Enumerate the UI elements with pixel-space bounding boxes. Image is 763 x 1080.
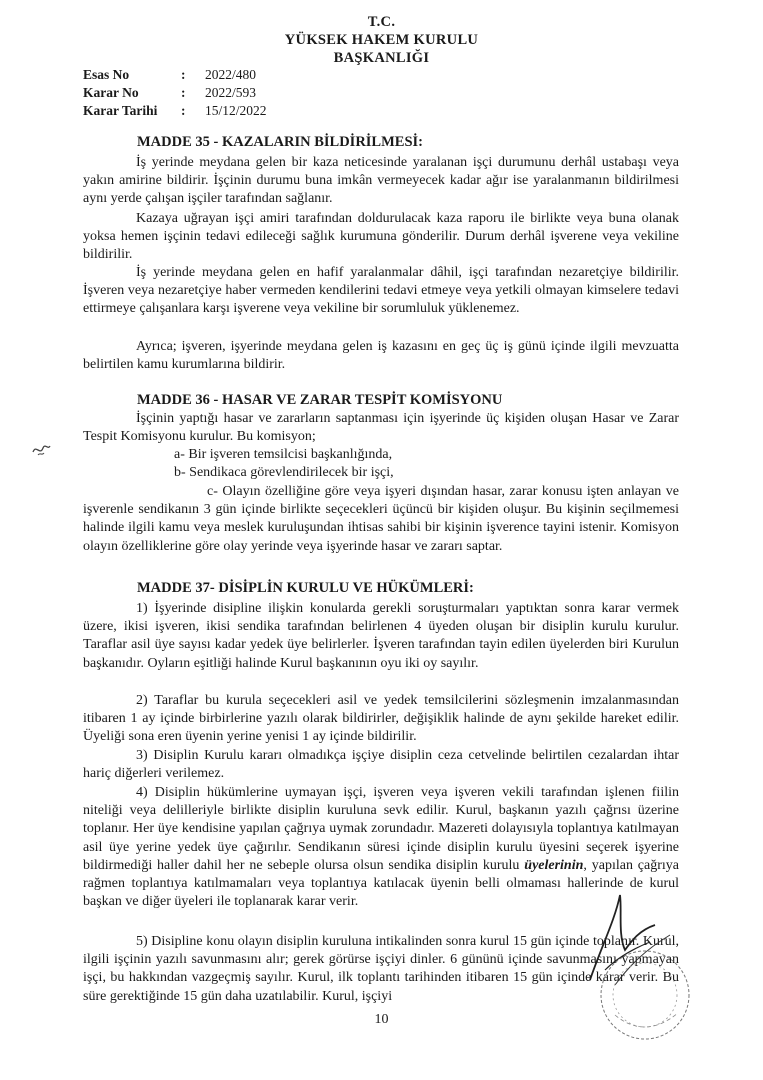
article-35-paragraph-2: Kazaya uğrayan işçi amiri tarafından doldurulacak kaza raporu ile birlikte veya buna olanak yoksa hemen işçinin tedavi edileceği sağlık kurumuna gönderilir. Durum derhâl işverene veya vekiline bildirilir.: [83, 211, 679, 263]
karar-label: Karar No: [83, 85, 139, 100]
header-institution: YÜKSEK HAKEM KURULU: [284, 32, 479, 48]
page-number: 10: [374, 1012, 389, 1027]
article-36-item-c: c- Olayın özelliğine göre veya işyeri dışından hasar, zarar konusu işten anlayan ve işverenle sendikanın 3 gün içinde birlikte seçecekleri üçüncü bir kişiden oluşur. Bu kişinin seçilmemesi halinde ilgili kamu veya meslek kuruluşundan ihtisas sahibi bir kişinin işverence tayini istenir. Komisyon olayın özelliklerine göre olay yerinde veya işyerinde hasar ve zararı saptar.: [83, 484, 679, 554]
case-meta: [83, 66, 267, 120]
article-36-item-b: b- Sendikaca görevlendirilecek bir işçi,: [174, 465, 394, 480]
article-37-paragraph-2: 2) Taraflar bu kurula seçecekleri asil ve yedek temsilcilerini sözleşmenin imzalanmasından itibaren 1 ay içinde birbirlerine yazılı olarak bildirirler, değişiklik halinde de aynı şekilde hareket edilir. Üyeliği sona eren üyenin yerine yenisi 1 ay içinde bildirilir.: [83, 693, 679, 745]
colon: :: [181, 67, 186, 82]
article-37-paragraph-3: 3) Disiplin Kurulu kararı olmadıkça işçiye disiplin ceza cetvelinde belirtilen cezalardan ihtar hariç diğerleri verilemez.: [83, 748, 679, 782]
article-35-paragraph-4: Ayrıca; işveren, işyerinde meydana gelen iş kazasını en geç üç iş günü içinde ilgili mevzuatta belirtilen kamu kurumlarına bildirir.: [83, 339, 679, 373]
karar-row: [83, 84, 267, 102]
karar-value: 2022/593: [205, 85, 257, 100]
esas-row: [83, 66, 267, 84]
article-36-paragraph-1: İşçinin yaptığı hasar ve zararların saptanması için işyerinde üç kişiden oluşan Hasar ve Zarar Tespit Komisyonu kurulur. Bu komisyon;: [83, 411, 679, 445]
header-tc: T.C.: [367, 14, 396, 30]
header-presidency: BAŞKANLIĞI: [333, 50, 430, 66]
article-37-paragraph-1: 1) İşyerinde disipline ilişkin konularda gerekli soruşturmaları yaptıktan sonra karar vermek üzere, ikisi işveren, ikisi sendika tarafından belirlenen 4 üyeden oluşan bir disiplin kurulu kurulur. Taraflar asil üye sayısı kadar yedek üye belirlerler. İşveren tarafından tayin edilen üyelerden biri Kurulun başkanıdır. Oyların eşitliği halinde Kurul başkanının oyu iki oy sayılır.: [83, 601, 679, 671]
article-36-item-a: a- Bir işveren temsilcisi başkanlığında,: [174, 447, 393, 462]
tarih-row: [83, 102, 267, 120]
margin-mark-icon: [30, 440, 52, 460]
emphasized-word: üyelerinin: [524, 857, 584, 873]
article-35-paragraph-1: İş yerinde meydana gelen bir kaza neticesinde yaralanan işçi durumunu derhâl ustabaşı veya yakın amirine bildirir. İşçinin durumu buna imkân vermeyecek kadar ağır ise yaralanmanın bildirilmesi aynı yerde çalışan işçiler tarafından sağlanır.: [83, 155, 679, 207]
official-stamp-icon: [590, 945, 700, 1045]
article-36-title: MADDE 36 - HASAR VE ZARAR TESPİT KOMİSYONU: [137, 392, 503, 408]
colon: :: [181, 85, 186, 100]
tarih-label: Karar Tarihi: [83, 103, 158, 118]
article-37-title: MADDE 37- DİSİPLİN KURULU VE HÜKÜMLERİ:: [137, 580, 474, 596]
tarih-value: 15/12/2022: [205, 103, 267, 118]
article-35-title: MADDE 35 - KAZALARIN BİLDİRİLMESİ:: [137, 134, 423, 150]
article-37-paragraph-4-start: 4) Disiplin hükümlerine uymayan işçi, işveren veya işveren vekili tarafından işlenen fiilin niteliği veya delilleriyle birlikte disiplin kuruluna sevk edilir. Kurul, başkanın yazılı çağrısı üzerine toplanır. Her üye kendisine yapılan çağrıya uymak zorundadır. Mazereti dolayısıyla toplantıya katılmayan asil üye yerine yedek üye çağırılır. Sendikanın süresi içinde disiplin kurulu üyesini seçerek işyerine bildirmediği haller dahil her ne sebeple olursa olsun sendika disiplin kurulu: [83, 785, 679, 873]
colon: :: [181, 103, 186, 118]
esas-label: Esas No: [83, 67, 130, 82]
article-37-paragraph-5: 5) Disipline konu olayın disiplin kuruluna intikalinden sonra kurul 15 gün içinde toplanır. Kurul, ilgili işçinin yazılı savunmasını alır; gerek görürse işçiyi dinler. 6 gününü içinde savunmasını yapmayan işçi, bu hakkından vazgeçmiş sayılır. Kurul, ilk toplantı tarihinden itibaren 15 gün içinde karar verir. Bu süre gerektiğinde 15 gün daha uzatılabilir. Kurul, işçiyi: [83, 934, 679, 1004]
article-35-paragraph-3: İş yerinde meydana gelen en hafif yaralanmalar dâhil, işçi tarafından nezaretçiye bildirilir. İşveren veya nezaretçiye haber vermeden kendilerini tedavi etmeye veya yetkili olmayan kimselere tedavi ettirmeye çalışanlara karşı işverene veya vekiline bir sorumluluk yüklenemez.: [83, 265, 679, 317]
esas-value: 2022/480: [205, 67, 257, 82]
article-37-paragraph-4-end: , yapılan çağrıya rağmen toplantıya katılmamaları veya toplantıya katılacak üyenin belli olmaması hallerinde de kurul başkan ve diğer üyeleri ile toplanarak karar verir.: [83, 857, 679, 910]
